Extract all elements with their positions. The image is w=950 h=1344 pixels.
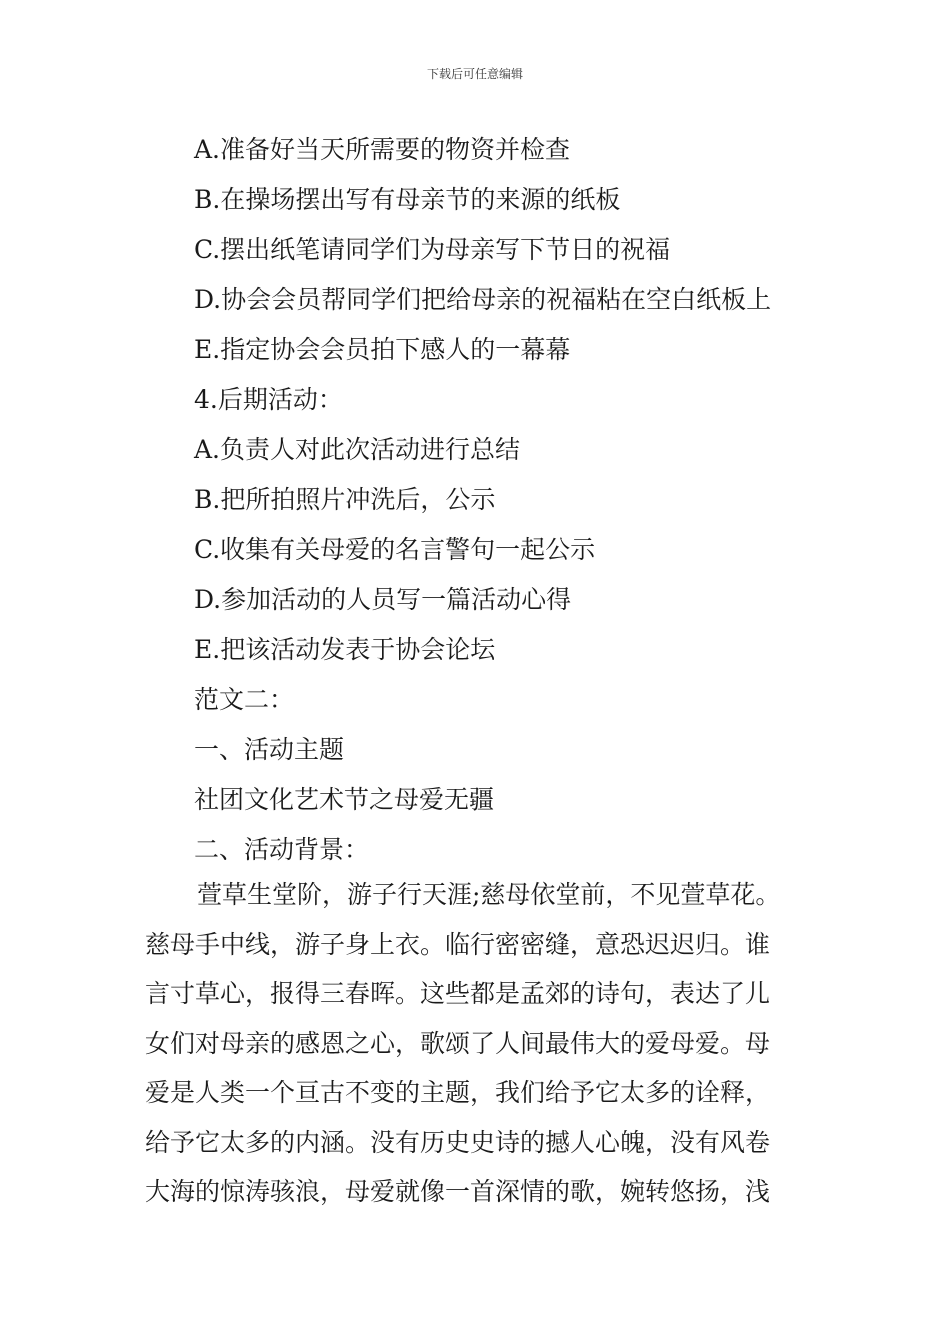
page-header-note: 下载后可任意编辑: [426, 67, 523, 81]
list-item: B.把所拍照片冲洗后，公示: [194, 485, 496, 514]
paragraph-line: 大海的惊涛骇浪，母爱就像一首深情的歌，婉转悠扬，浅: [145, 1177, 771, 1206]
list-item: D.协会会员帮同学们把给母亲的祝福粘在空白纸板上: [194, 285, 772, 314]
list-item: E.把该活动发表于协会论坛: [194, 635, 496, 664]
paragraph-line: 萱草生堂阶，游子行天涯;慈母依堂前，不见萱草花。: [197, 880, 781, 909]
list-item: E.指定协会会员拍下感人的一幕幕: [194, 335, 571, 364]
paragraph-line: 给予它太多的内涵。没有历史史诗的撼人心魄，没有风卷: [145, 1127, 771, 1157]
paragraph-line: 女们对母亲的感恩之心，歌颂了人间最伟大的爱母爱。母: [145, 1028, 771, 1058]
list-item: A.准备好当天所需要的物资并检查: [194, 135, 571, 164]
list-item: A.负责人对此次活动进行总结: [194, 435, 521, 464]
paragraph-line: 爱是人类一个亘古不变的主题，我们给予它太多的诠释，: [145, 1078, 771, 1107]
section-heading: 一、活动主题: [194, 735, 345, 764]
activity-list: [194, 128, 834, 878]
section-heading: 4.后期活动：: [194, 385, 343, 414]
list-item: B.在操场摆出写有母亲节的来源的纸板: [194, 185, 621, 214]
background-paragraph: [145, 873, 825, 1220]
section-heading: 范文二：: [194, 685, 295, 714]
list-item: C.摆出纸笔请同学们为母亲写下节日的祝福: [194, 235, 671, 264]
list-item: C.收集有关母爱的名言警句一起公示: [194, 535, 596, 564]
paragraph-line: 慈母手中线，游子身上衣。临行密密缝，意恐迟迟归。谁: [145, 929, 771, 959]
text-line: 社团文化艺术节之母爱无疆: [194, 785, 495, 814]
section-heading: 二、活动背景：: [194, 835, 370, 864]
paragraph-line: 言寸草心，报得三春晖。这些都是孟郊的诗句，表达了儿: [145, 979, 771, 1008]
list-item: D.参加活动的人员写一篇活动心得: [194, 585, 572, 614]
